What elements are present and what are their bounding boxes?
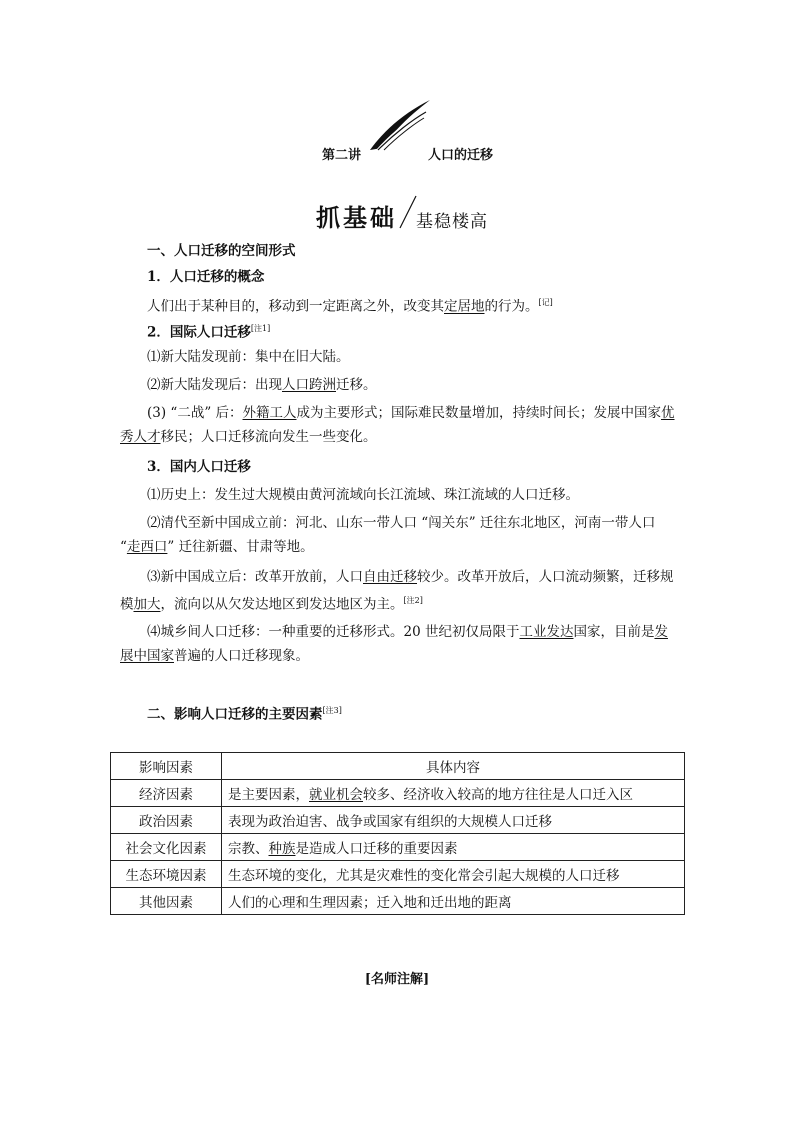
table-row: 社会文化因素 宗教、种族是造成人口迁移的重要因素 xyxy=(111,834,685,861)
domestic-item-4: ⑷城乡间人口迁移：一种重要的迁移形式。20 世纪初仅局限于工业发达国家，目前是发展中国家普遍的人口迁移现象。 xyxy=(120,624,668,664)
banner-subtitle: 基稳楼高 xyxy=(416,212,488,232)
domestic-migration-title: 3．国内人口迁移 xyxy=(147,459,251,475)
table-row: 生态环境因素 生态环境的变化，尤其是灾难性的变化常会引起大规模的人口迁移 xyxy=(111,861,685,888)
international-item-3: (3) “二战” 后：外籍工人成为主要形式；国际难民数量增加，持续时间长；发展中国家优秀人才移民；人口迁移流向发生一些变化。 xyxy=(120,405,675,445)
domestic-item-1: ⑴历史上：发生过大规模由黄河流域向长江流域、珠江流域的人口迁移。 xyxy=(147,487,579,503)
domestic-item-2: ⑵清代至新中国成立前：河北、山东一带人口 “闯关东” 迁往东北地区，河南一带人口 “走西口” 迁往新疆、甘肃等地。 xyxy=(120,515,656,555)
banner-main-title: 抓基础 xyxy=(316,204,397,232)
banner-slash-divider xyxy=(398,192,418,232)
international-migration-title: 2．国际人口迁移[注1] xyxy=(147,324,271,341)
domestic-item-3: ⑶新中国成立后：改革开放前，人口自由迁移较少。改革开放后，人口流动频繁，迁移规模加大，流向以从欠发达地区到发达地区为主。[注2] xyxy=(120,569,674,613)
international-item-2: ⑵新大陆发现后：出现人口跨洲迁移。 xyxy=(147,377,377,393)
table-row: 政治因素 表现为政治迫害、战争或国家有组织的大规模人口迁移 xyxy=(111,807,685,834)
concept-text: 人们出于某种目的，移动到一定距离之外，改变其定居地的行为。[记] xyxy=(147,298,553,315)
migration-factors-table xyxy=(110,752,685,915)
lesson-title: 人口的迁移 xyxy=(428,148,494,163)
table-header-content: 具体内容 xyxy=(222,753,685,780)
international-item-1: ⑴新大陆发现前：集中在旧大陆。 xyxy=(147,349,350,365)
table-row: 其他因素 人们的心理和生理因素；迁入地和迁出地的距离 xyxy=(111,888,685,915)
lesson-number: 第二讲 xyxy=(322,148,362,163)
section1-heading: 一、人口迁移的空间形式 xyxy=(147,243,296,259)
table-row: 经济因素 是主要因素，就业机会较多、经济收入较高的地方往往是人口迁入区 xyxy=(111,780,685,807)
table-header-row xyxy=(111,753,685,780)
teacher-notes-label: [名师注解] xyxy=(364,972,430,987)
concept-title: 1．人口迁移的概念 xyxy=(147,269,265,285)
swoosh-logo-icon xyxy=(368,98,432,152)
table-header-factor: 影响因素 xyxy=(111,753,222,780)
section2-heading: 二、影响人口迁移的主要因素[注3] xyxy=(147,706,342,723)
